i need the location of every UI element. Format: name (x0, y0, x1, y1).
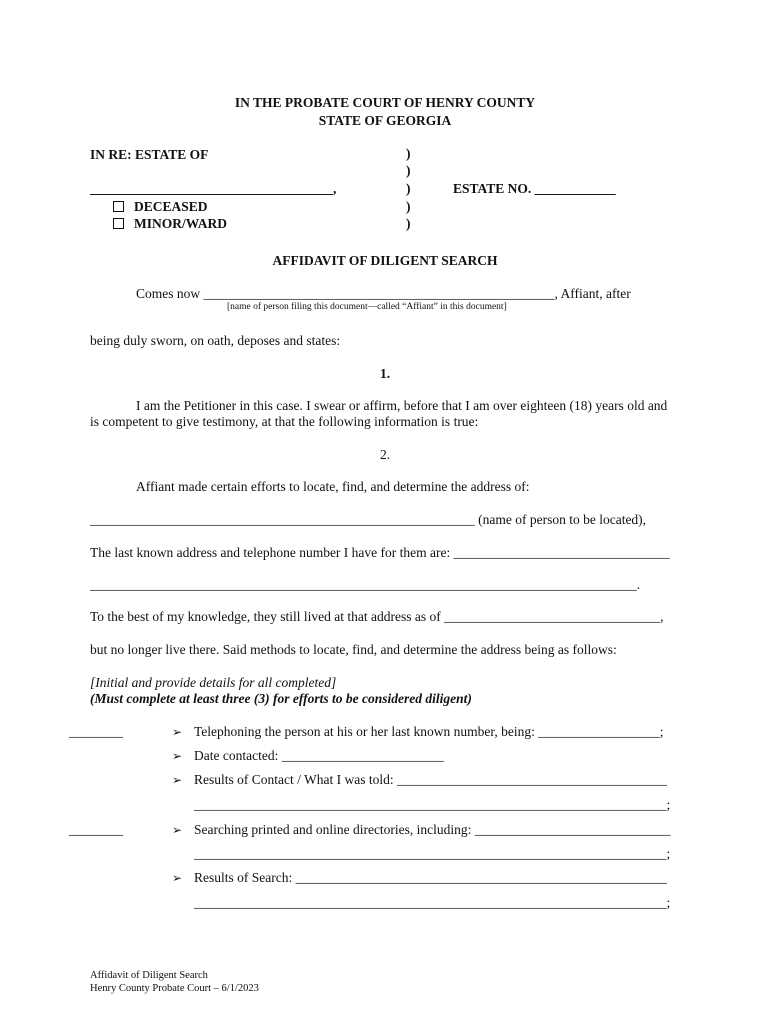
estate-number-field[interactable]: ESTATE NO. ____________ (453, 181, 616, 196)
methods-statement: but no longer live there. Said methods to locate, find, and determine the address being as follows: (90, 642, 617, 657)
instruction-initial: [Initial and provide details for all completed] (90, 675, 337, 690)
deceased-label: DECEASED (134, 199, 208, 214)
efforts-statement: Affiant made certain efforts to locate, find, and determine the address of: (136, 479, 530, 494)
bullet-arrow-icon: ➢ (172, 823, 183, 837)
directories-field[interactable]: Searching printed and online directories, including: _____________________________ (194, 822, 671, 837)
sworn-statement: being duly sworn, on oath, deposes and states: (90, 333, 341, 348)
bullet-arrow-icon: ➢ (172, 871, 183, 885)
section-1-text: is competent to give testimony, at that the following information is true: (90, 414, 479, 429)
footer-title: Affidavit of Diligent Search (90, 970, 208, 981)
initial-field-directories[interactable]: ________ (69, 822, 123, 837)
footer-court-date: Henry County Probate Court – 6/1/2023 (90, 983, 259, 994)
bullet-arrow-icon: ➢ (172, 773, 183, 787)
lived-as-of-field[interactable]: To the best of my knowledge, they still lived at that address as of ________________________________, (90, 609, 664, 624)
address-continuation-field[interactable]: _________________________________________________________________________________. (90, 577, 641, 592)
section-1-number: 1. (379, 366, 391, 381)
search-results-continuation-field[interactable]: ______________________________________________________________________; (194, 895, 671, 910)
contact-results-field[interactable]: Results of Contact / What I was told: ________________________________________ (194, 772, 667, 787)
section-1-text: I am the Petitioner in this case. I swear or affirm, before that I am over eighteen (18) years old and (136, 398, 668, 413)
deceased-option[interactable] (113, 199, 208, 215)
estate-name-field[interactable]: ____________________________________, (90, 181, 337, 196)
caption-paren: ) (406, 199, 411, 214)
minor-ward-label: MINOR/WARD (134, 216, 227, 231)
court-heading: IN THE PROBATE COURT OF HENRY COUNTY (234, 95, 536, 110)
contact-results-continuation-field[interactable]: ______________________________________________________________________; (194, 797, 671, 812)
caption-paren: ) (406, 146, 411, 161)
person-to-locate-field[interactable]: _________________________________________________________ (name of person to be located), (90, 512, 647, 527)
in-re-label: IN RE: ESTATE OF (90, 147, 209, 162)
caption-paren: ) (406, 181, 411, 196)
telephone-number-field[interactable]: Telephoning the person at his or her last known number, being: __________________; (194, 724, 664, 739)
comes-now-line[interactable]: Comes now ____________________________________________________, Affiant, after (136, 286, 631, 301)
minor-ward-option[interactable] (113, 216, 227, 232)
affiant-name-hint: [name of person filing this document—called “Affiant” in this document] (227, 302, 507, 312)
bullet-arrow-icon: ➢ (172, 749, 183, 763)
minor-ward-checkbox[interactable] (113, 218, 124, 229)
initial-field-telephone[interactable]: ________ (69, 724, 123, 739)
instruction-minimum: (Must complete at least three (3) for efforts to be considered diligent) (90, 691, 472, 706)
deceased-checkbox[interactable] (113, 201, 124, 212)
section-2-number: 2. (379, 447, 391, 462)
search-results-field[interactable]: Results of Search: _______________________________________________________ (194, 870, 667, 885)
caption-paren: ) (406, 163, 411, 178)
last-known-address-field[interactable]: The last known address and telephone number I have for them are: ________________________________ (90, 545, 670, 560)
date-contacted-field[interactable]: Date contacted: ________________________ (194, 748, 444, 763)
caption-paren: ) (406, 216, 411, 231)
state-heading: STATE OF GEORGIA (318, 113, 452, 128)
bullet-arrow-icon: ➢ (172, 725, 183, 739)
document-title: AFFIDAVIT OF DILIGENT SEARCH (272, 253, 498, 268)
directories-continuation-field[interactable]: ______________________________________________________________________; (194, 846, 671, 861)
